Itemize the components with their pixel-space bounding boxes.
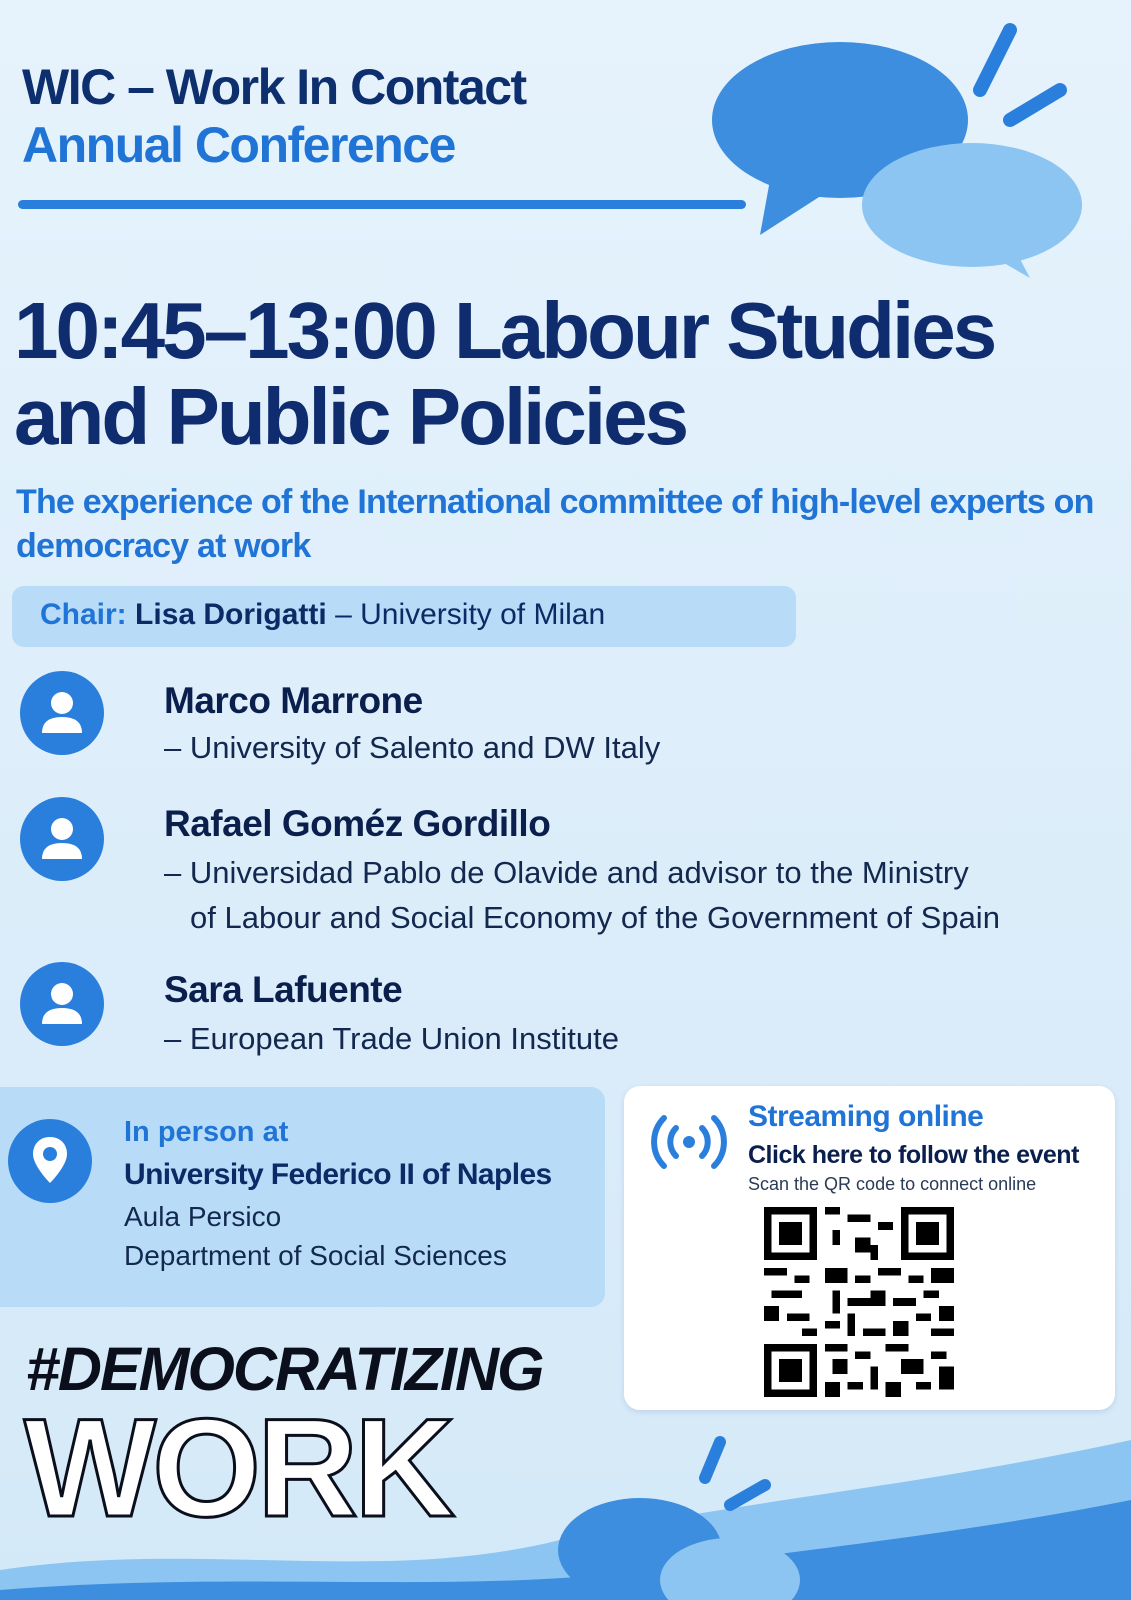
chair-affiliation: – University of Milan bbox=[326, 598, 606, 631]
qr-hint: Scan the QR code to connect online bbox=[748, 1174, 1037, 1194]
location-label: In person at bbox=[124, 1116, 289, 1148]
speaker-avatar-icon bbox=[20, 671, 104, 755]
location-department: Department of Social Sciences bbox=[124, 1240, 507, 1271]
broadcast-icon bbox=[644, 1112, 734, 1172]
location-venue: University Federico II of Naples bbox=[124, 1158, 552, 1191]
conference-subtitle: Annual Conference bbox=[22, 117, 455, 173]
chair-name: Lisa Dorigatti bbox=[135, 598, 327, 631]
streaming-link[interactable]: Click here to follow the event bbox=[748, 1141, 1079, 1169]
location-pin-icon bbox=[8, 1119, 92, 1203]
speaker-name: Sara Lafuente bbox=[164, 969, 403, 1010]
qr-code[interactable] bbox=[764, 1207, 954, 1397]
streaming-heading: Streaming online bbox=[748, 1100, 984, 1133]
speaker-affiliation-line: – European Trade Union Institute bbox=[164, 1021, 619, 1056]
header-divider bbox=[18, 200, 746, 209]
speaker-affiliation-line: – University of Salento and DW Italy bbox=[164, 730, 661, 765]
hashtag-line: #DEMOCRATIZING bbox=[26, 1335, 543, 1403]
speech-bubbles-illustration bbox=[710, 20, 1131, 290]
location-room: Aula Persico bbox=[124, 1201, 282, 1232]
speaker-affiliation bbox=[164, 1016, 1124, 1061]
hashtag-outlined-word: WORK bbox=[24, 1389, 452, 1546]
speaker-avatar-icon bbox=[20, 797, 104, 881]
chair-label: Chair: bbox=[40, 598, 127, 631]
speaker-avatar-icon bbox=[20, 962, 104, 1046]
speaker-name: Rafael Goméz Gordillo bbox=[164, 803, 551, 844]
session-subtitle: The experience of the International committee of high-level experts on democracy at work bbox=[16, 483, 1094, 565]
chair-line bbox=[40, 598, 605, 632]
conference-org-title: WIC – Work In Contact bbox=[22, 59, 526, 115]
speaker-affiliation bbox=[164, 850, 1124, 940]
speaker-affiliation-line: of Labour and Social Economy of the Government of Spain bbox=[190, 900, 1000, 935]
speech-bubbles-illustration bbox=[555, 1430, 815, 1600]
speaker-affiliation bbox=[164, 725, 1124, 770]
speaker-affiliation-line: – Universidad Pablo de Olavide and advisor to the Ministry bbox=[164, 855, 969, 890]
session-title: 10:45–13:00 Labour Studies and Public Policies bbox=[14, 286, 995, 461]
speaker-name: Marco Marrone bbox=[164, 680, 423, 721]
